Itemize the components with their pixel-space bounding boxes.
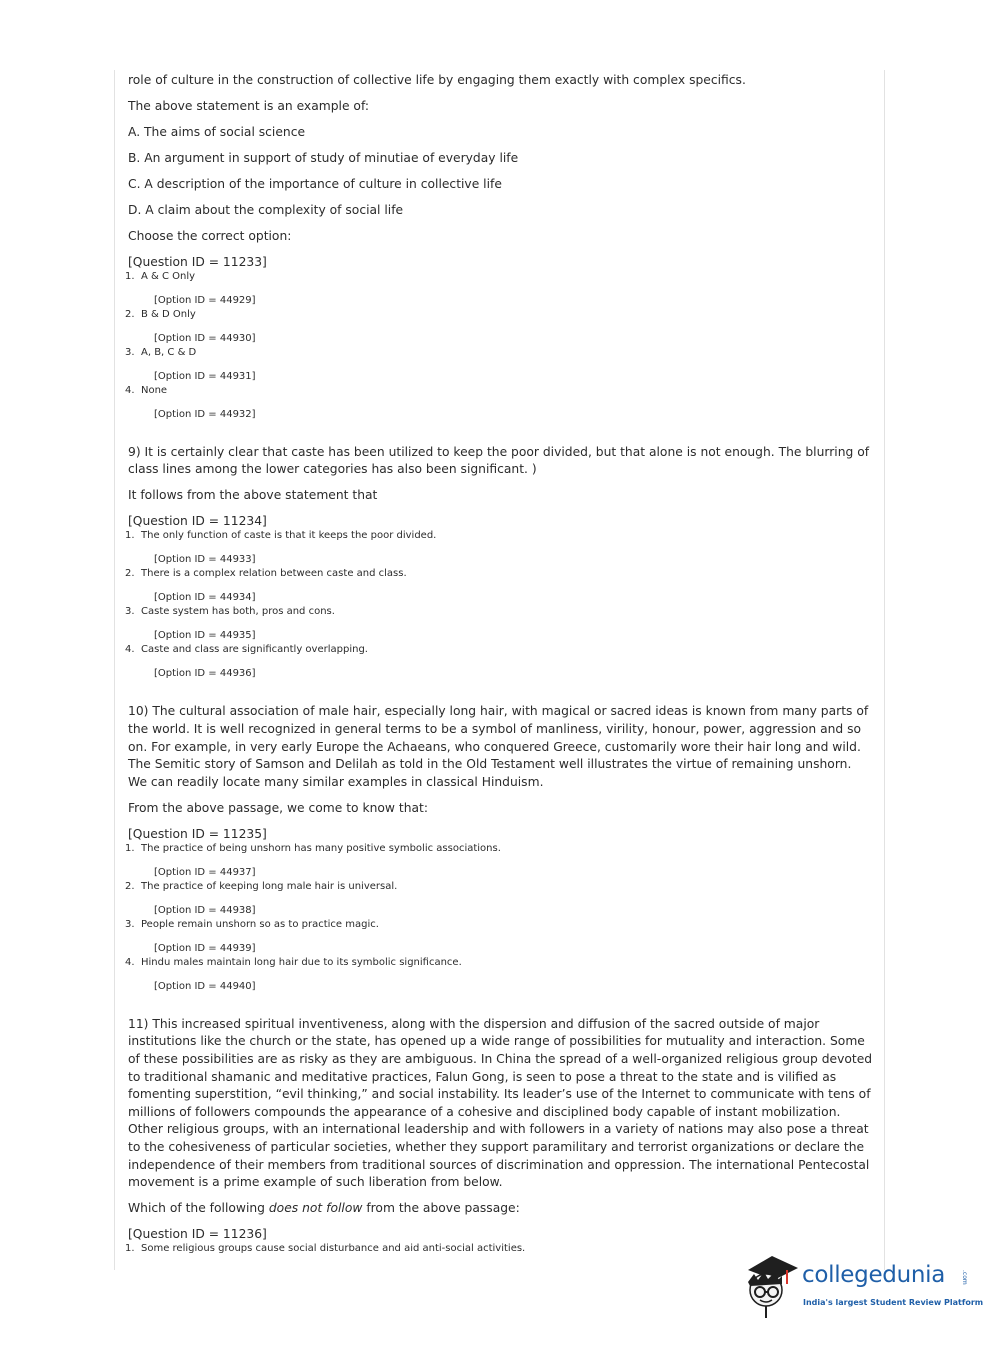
option-item: 2. The practice of keeping long male hair is universal. [Option ID = 44938] [125, 880, 873, 918]
q11-question-id: [Question ID = 11236] [128, 1227, 267, 1242]
right-margin-rule [884, 70, 885, 1270]
q8-choose-prompt: Choose the correct option: [128, 228, 292, 243]
option-item: 4. Hindu males maintain long hair due to its symbolic significance. [Option ID = 44940] [125, 956, 873, 994]
logo-wordmark: collegedunia [802, 1262, 946, 1288]
option-item: 3. People remain unshorn so as to practice magic. [Option ID = 44939] [125, 918, 873, 956]
option-item: 1. The only function of caste is that it keeps the poor divided. [Option ID = 44933] [125, 529, 873, 567]
q10-prompt: From the above passage, we come to know that: [128, 800, 429, 815]
logo-suffix: .com [961, 1270, 968, 1285]
q8-statement-d: D. A claim about the complexity of social life [128, 202, 404, 217]
option-id: [Option ID = 44933] [154, 554, 256, 566]
option-item: 3. Caste system has both, pros and cons. [Option ID = 44935] [125, 605, 873, 643]
option-item: 2. B & D Only [Option ID = 44930] [125, 308, 873, 346]
left-margin-rule [114, 70, 115, 1270]
option-id: [Option ID = 44930] [154, 332, 256, 344]
option-text: Caste and class are significantly overlapping. [141, 644, 368, 656]
option-text: Some religious groups cause social disturbance and aid anti-social activities. [141, 1243, 526, 1255]
option-id: [Option ID = 44934] [154, 592, 256, 604]
option-id: [Option ID = 44932] [154, 408, 256, 420]
option-text: None [141, 384, 168, 396]
option-item: 1. A & C Only [Option ID = 44929] [125, 270, 873, 308]
option-id: [Option ID = 44938] [154, 904, 256, 916]
q8-statement-c: C. A description of the importance of culture in collective life [128, 176, 502, 191]
q9-options [125, 529, 873, 681]
q8-statement-a: A. The aims of social science [128, 124, 306, 139]
q9-passage: 9) It is certainly clear that caste has been utilized to keep the poor divided, but that alone is not enough. The blurring of class lines among the lower categories has also been significant. ) [128, 444, 870, 477]
mascot-icon [742, 1248, 802, 1320]
option-item: 3. A, B, C & D [Option ID = 44931] [125, 346, 873, 384]
q8-question-id: [Question ID = 11233] [128, 254, 267, 269]
option-text: The practice of keeping long male hair is universal. [141, 880, 398, 892]
q8-options [125, 270, 873, 422]
option-text: Caste system has both, pros and cons. [141, 606, 335, 618]
q9-prompt: It follows from the above statement that [128, 488, 378, 503]
q10-passage: 10) The cultural association of male hair, especially long hair, with magical or sacred ideas is known from many parts of the world. It is well recognized in general terms to be a symbol of manliness, virility, honour, power, aggression and so on. For example, in very early Europe the Achaeans, who conquered Greece, customarily wore their hair long and wild. The Semitic story of Samson and Delilah as told in the Old Testament well illustrates the virtue of remaining unshorn. We can readily locate many similar examples in classical Hinduism. [128, 704, 869, 789]
q8-passage-end: role of culture in the construction of collective life by engaging them exactly with complex specifics. [128, 73, 746, 87]
option-text: People remain unshorn so as to practice magic. [141, 918, 379, 930]
q10-options [125, 842, 873, 994]
document-body [125, 72, 873, 1256]
option-item: 4. None [Option ID = 44932] [125, 384, 873, 422]
q8-statement-b: B. An argument in support of study of minutiae of everyday life [128, 150, 519, 165]
question-8 [125, 72, 873, 422]
question-11 [125, 1016, 873, 1256]
option-text: B & D Only [141, 308, 196, 320]
collegedunia-logo[interactable] [742, 1248, 984, 1320]
option-id: [Option ID = 44937] [154, 866, 256, 878]
option-item: 1. The practice of being unshorn has many positive symbolic associations. [Option ID = 44937] [125, 842, 873, 880]
option-text: The practice of being unshorn has many positive symbolic associations. [141, 842, 501, 854]
question-9 [125, 444, 873, 682]
q10-question-id: [Question ID = 11235] [128, 826, 267, 841]
option-id: [Option ID = 44939] [154, 942, 256, 954]
option-id: [Option ID = 44940] [154, 980, 256, 992]
q11-prompt-emphasis: does not follow [268, 1201, 363, 1216]
q11-passage: 11) This increased spiritual inventiveness, along with the dispersion and diffusion of the sacred outside of major institutions like the church or the state, has opened up a wide range of possibilities for mutuality and interaction. Some of these possibilities are as risky as they are ambiguous. In China the spread of a well-organized religious group devoted to traditional shamanic and meditative practices, Falun Gong, is seen to pose a threat to the state and is vilified as fomenting superstition, “evil thinking,” and social instability. Its leader’s use of the Internet to communicate with tens of millions of followers compounds the appearance of a cohesive and disciplined body capable of instant mobilization. Other religious groups, with an international leadership and with followers in a variety of nations may also pose a threat to the cohesiveness of particular societies, whether they support paramilitary and terrorist organizations or declare the independence of their members from traditional sources of discrimination and oppression. The international Pentecostal movement is a prime example of such liberation from below. [128, 1016, 873, 1190]
option-item: 4. Caste and class are significantly overlapping. [Option ID = 44936] [125, 643, 873, 681]
option-text: A & C Only [141, 270, 196, 282]
option-id: [Option ID = 44931] [154, 370, 256, 382]
option-text: The only function of caste is that it keeps the poor divided. [141, 530, 437, 542]
option-id: [Option ID = 44936] [154, 668, 256, 680]
logo-tagline: India's largest Student Review Platform [803, 1298, 984, 1307]
option-text: There is a complex relation between caste and class. [141, 568, 407, 580]
option-id: [Option ID = 44935] [154, 630, 256, 642]
option-item: 2. There is a complex relation between caste and class. [Option ID = 44934] [125, 567, 873, 605]
q9-question-id: [Question ID = 11234] [128, 514, 267, 529]
option-id: [Option ID = 44929] [154, 294, 256, 306]
q8-prompt: The above statement is an example of: [128, 98, 369, 113]
option-text: Hindu males maintain long hair due to its symbolic significance. [141, 956, 462, 968]
option-text: A, B, C & D [141, 346, 197, 358]
option-item: 1. Some religious groups cause social disturbance and aid anti-social activities. [125, 1243, 526, 1255]
q11-prompt: Which of the following does not follow from the above passage: [128, 1201, 520, 1216]
question-10 [125, 703, 873, 993]
